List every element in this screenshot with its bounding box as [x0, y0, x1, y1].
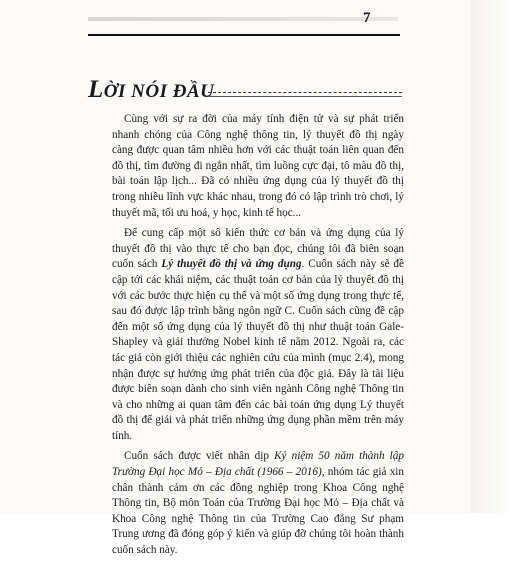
paragraph-3	[112, 449, 404, 558]
book-title: Lý thuyết đồ thị và ứng dụng	[161, 258, 302, 271]
title-rest: ỜI NÓI ĐẦU	[103, 81, 215, 102]
preface-body	[112, 112, 404, 564]
title-initial: L	[88, 76, 104, 103]
page-number: 7	[363, 10, 371, 26]
page-title	[88, 76, 214, 104]
paragraph-1-text: Cùng với sự ra đời của máy tính điện tử và sự phát triển nhanh chóng của Công nghệ thông tin, lý thuyết đồ thị ngày càng được quan tâm nhiều hơn với các thuật toán liên quan đến đồ thị, tìm đường đi ngắn nhất, tìm luồng cực đại, tô màu đồ thị, bài toán lập lịch... Đã có nhiều ứng dụng của lý thuyết đồ thị trong nhiều lĩnh vực khác nhau, trong đó có lập trình trò chơi, lý thuyết mã, tối ưu hoá, y học, kinh tế học...	[112, 113, 404, 219]
paragraph-2	[112, 226, 404, 444]
paragraph-1	[112, 112, 404, 221]
running-header-band	[88, 17, 398, 21]
title-underline-2	[208, 96, 402, 97]
page-edge-shadow	[470, 0, 513, 513]
paragraph-3-text: Cuốn sách được viết nhân dịp Kỷ niệm 50 năm thành lập Trường Đại học Mỏ – Địa chất (1966 – 2016), nhóm tác giả xin chân thành cảm ơn các đồng nghiệp trong Khoa Công nghệ Thông tin, Bộ môn Toán của Trường Đại học Mỏ – Địa chất và Khoa Công nghệ Thông tin của Trường Cao đẳng Sư phạm Trung ương đã đóng góp ý kiến và giúp đỡ chúng tôi hoàn thành cuốn sách này.	[112, 450, 404, 557]
header-rule	[88, 34, 400, 36]
paragraph-2-text: Để cung cấp một số kiến thức cơ bản và ứng dụng của lý thuyết đồ thị vào thực tế cho bạn đọc, chúng tôi đã biên soạn cuốn sách Lý thuyết đồ thị và ứng dụng. Cuốn sách này sẽ đề cập tới các khái niệm, các thuật toán cơ bản của lý thuyết đồ thị với các bước thực hiện cụ thể và một số ứng dụng trong thực tế, sau đó được lập trình bằng ngôn ngữ C. Cuốn sách cũng đề cập đến một số ứng dụng của lý thuyết đồ thị như thuật toán Gale-Shapley và giải thưởng Nobel kinh tế năm 2012. Ngoài ra, các tác giả còn giới thiệu các nghiên cứu của mình (mục 2.4), mong nhận được sự hướng ứng phát triển của độc giả. Đây là tài liệu được biên soạn dành cho sinh viên ngành Công nghệ Thông tin và cho những ai quan tâm đến các bài toán ứng dụng Lý thuyết đồ thị để giải và phát triển những ứng dụng phần mềm trên máy tính.	[112, 227, 404, 442]
anniversary-title: Kỷ niệm 50 năm thành lập Trường Đại học Mỏ – Địa chất (1966 – 2016)	[112, 450, 404, 479]
title-underline	[208, 92, 402, 93]
